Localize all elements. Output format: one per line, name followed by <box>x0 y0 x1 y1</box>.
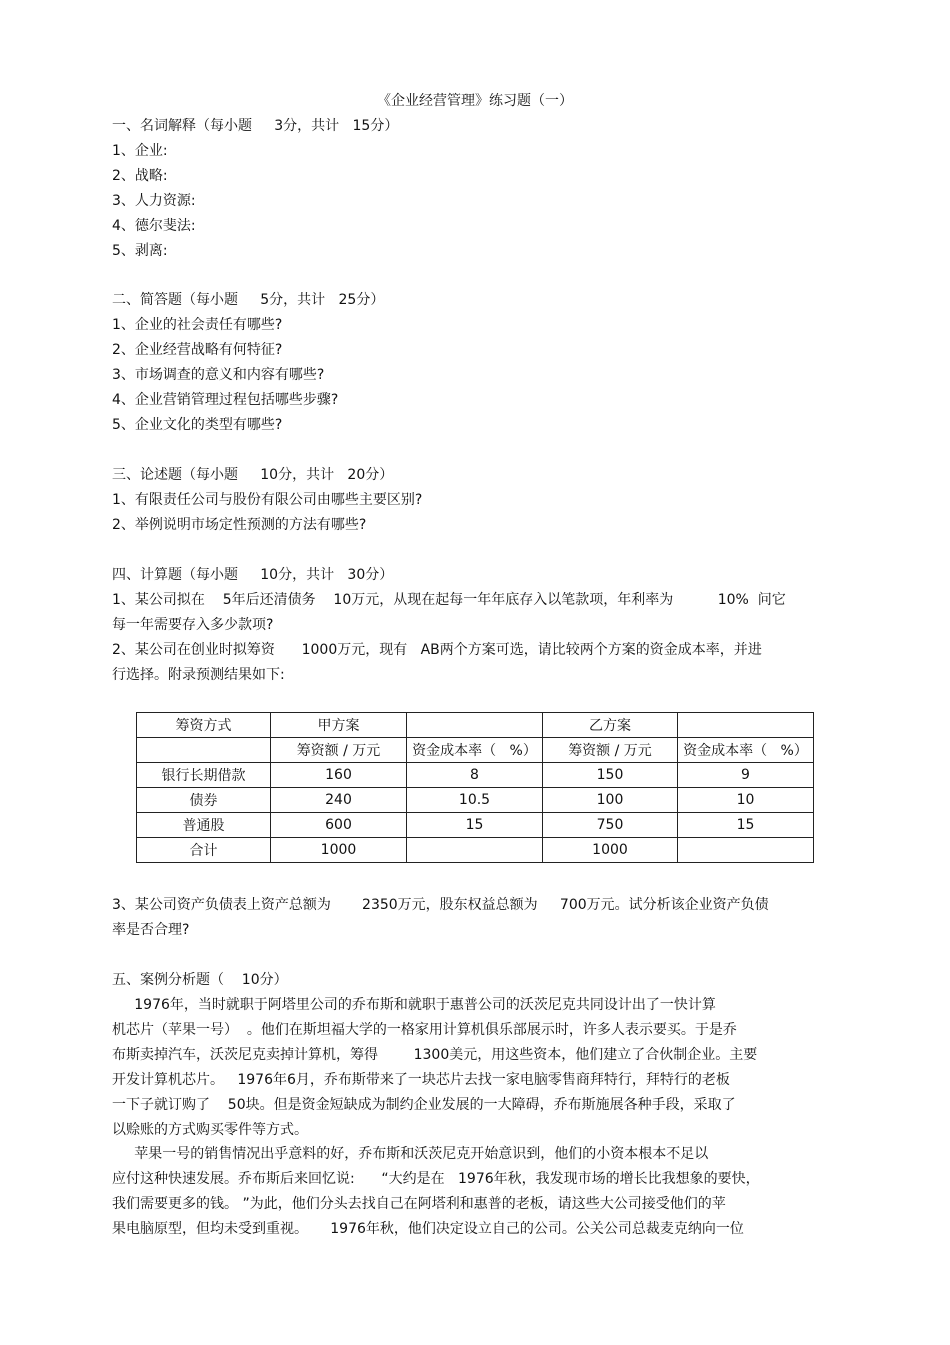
section-3-heading: 三、论述题（每小题 10分，共计 20分） <box>112 467 394 483</box>
table-subheader-row <box>137 738 814 763</box>
section-1-heading: 一、名词解释（每小题 3分，共计 15分） <box>112 118 399 134</box>
table-header-cell: 资金成本率（ %） <box>678 738 814 763</box>
s4-question-2-line-1: 2、某公司在创业时拟筹资 1000万元，现有 AB两个方案可选，请比较两个方案的资金成本率，并进 <box>112 642 762 658</box>
table-header-cell: 筹资额 / 万元 <box>271 738 407 763</box>
s1-item-3: 3、人力资源: <box>112 193 196 209</box>
table-cell: 普通股 <box>137 813 271 838</box>
s4-question-1-line-1: 1、某公司拟在 5年后还清债务 10万元，从现在起每一年年底存入以笔款项，年利率为 10% 问它 <box>112 592 786 608</box>
case-paragraph-line: 果电脑原型，但均未受到重视。 1976年秋，他们决定设立自己的公司。公关公司总裁麦克纳向一位 <box>112 1221 744 1237</box>
table-cell: 1000 <box>271 838 407 863</box>
table-cell: 9 <box>678 763 814 788</box>
s2-item-5: 5、企业文化的类型有哪些? <box>112 417 283 433</box>
case-paragraph-line: 应付这种快速发展。乔布斯后来回忆说: “大约是在 1976年秋，我发现市场的增长比我想象的要快， <box>112 1171 760 1187</box>
s2-item-1: 1、企业的社会责任有哪些? <box>112 317 283 333</box>
s4-question-2-line-2: 行选择。附录预测结果如下: <box>112 667 285 683</box>
case-paragraph-line: 我们需要更多的钱。 ”为此，他们分头去找自己在阿塔利和惠普的老板，请这些大公司接受他们的苹 <box>112 1196 726 1212</box>
s1-item-1: 1、企业: <box>112 143 168 159</box>
financing-table <box>136 712 814 863</box>
s3-item-1: 1、有限责任公司与股份有限公司由哪些主要区别? <box>112 492 423 508</box>
table-cell: 8 <box>407 763 543 788</box>
table-row <box>137 813 814 838</box>
table-header-cell: 甲方案 <box>271 713 407 738</box>
section-5-heading: 五、案例分析题（ 10分） <box>112 972 288 988</box>
table-cell: 10.5 <box>407 788 543 813</box>
table-header-row <box>137 713 814 738</box>
page-title: 《企业经营管理》练习题（一） <box>377 93 573 109</box>
table-header-cell: 筹资额 / 万元 <box>543 738 678 763</box>
section-2-heading: 二、简答题（每小题 5分，共计 25分） <box>112 292 385 308</box>
table-cell: 合计 <box>137 838 271 863</box>
case-paragraph-line: 苹果一号的销售情况出乎意料的好，乔布斯和沃茨尼克开始意识到，他们的小资本根本不足以 <box>112 1146 709 1162</box>
table-header-cell: 乙方案 <box>543 713 678 738</box>
table-cell <box>678 838 814 863</box>
table-header-cell: 资金成本率（ %） <box>407 738 543 763</box>
table-row <box>137 788 814 813</box>
table-cell: 160 <box>271 763 407 788</box>
case-paragraph-line: 1976年，当时就职于阿塔里公司的乔布斯和就职于惠普公司的沃茨尼克共同设计出了一快计算 <box>112 997 716 1013</box>
s1-item-2: 2、战略: <box>112 168 168 184</box>
s3-item-2: 2、举例说明市场定性预测的方法有哪些? <box>112 517 367 533</box>
table-header-cell <box>678 713 814 738</box>
table-cell <box>407 838 543 863</box>
table-cell: 债券 <box>137 788 271 813</box>
s2-item-4: 4、企业营销管理过程包括哪些步骤? <box>112 392 339 408</box>
case-paragraph-line: 一下子就订购了 50块。但是资金短缺成为制约企业发展的一大障碍，乔布斯施展各种手段，采取了 <box>112 1097 736 1113</box>
s2-item-3: 3、市场调查的意义和内容有哪些? <box>112 367 325 383</box>
table-cell: 240 <box>271 788 407 813</box>
s1-item-5: 5、剥离: <box>112 243 168 259</box>
s4-question-1-line-2: 每一年需要存入多少款项? <box>112 617 274 633</box>
table-header-cell: 筹资方式 <box>137 713 271 738</box>
case-paragraph-line: 以赊账的方式购买零件等方式。 <box>112 1122 308 1138</box>
case-paragraph-line: 开发计算机芯片。 1976年6月，乔布斯带来了一块芯片去找一家电脑零售商拜特行，拜特行的老板 <box>112 1072 730 1088</box>
table-cell: 750 <box>543 813 678 838</box>
table-cell: 600 <box>271 813 407 838</box>
table-cell: 10 <box>678 788 814 813</box>
s1-item-4: 4、德尔斐法: <box>112 218 196 234</box>
case-paragraph-line: 布斯卖掉汽车，沃茨尼克卖掉计算机，筹得 1300美元，用这些资本，他们建立了合伙制企业。主要 <box>112 1047 758 1063</box>
table-cell: 1000 <box>543 838 678 863</box>
table-header-cell <box>407 713 543 738</box>
section-4-heading: 四、计算题（每小题 10分，共计 30分） <box>112 567 394 583</box>
s4-question-3-line-1: 3、某公司资产负债表上资产总额为 2350万元，股东权益总额为 700万元。试分析该企业资产负债 <box>112 897 769 913</box>
table-cell: 15 <box>678 813 814 838</box>
case-paragraph-line: 机芯片（苹果一号） 。他们在斯坦福大学的一格家用计算机俱乐部展示时，许多人表示要买。于是乔 <box>112 1022 737 1038</box>
table-cell: 150 <box>543 763 678 788</box>
s4-question-3-line-2: 率是否合理? <box>112 922 190 938</box>
table-header-cell <box>137 738 271 763</box>
s2-item-2: 2、企业经营战略有何特征? <box>112 342 283 358</box>
table-cell: 100 <box>543 788 678 813</box>
table-total-row <box>137 838 814 863</box>
table-row <box>137 763 814 788</box>
table-cell: 15 <box>407 813 543 838</box>
table-cell: 银行长期借款 <box>137 763 271 788</box>
